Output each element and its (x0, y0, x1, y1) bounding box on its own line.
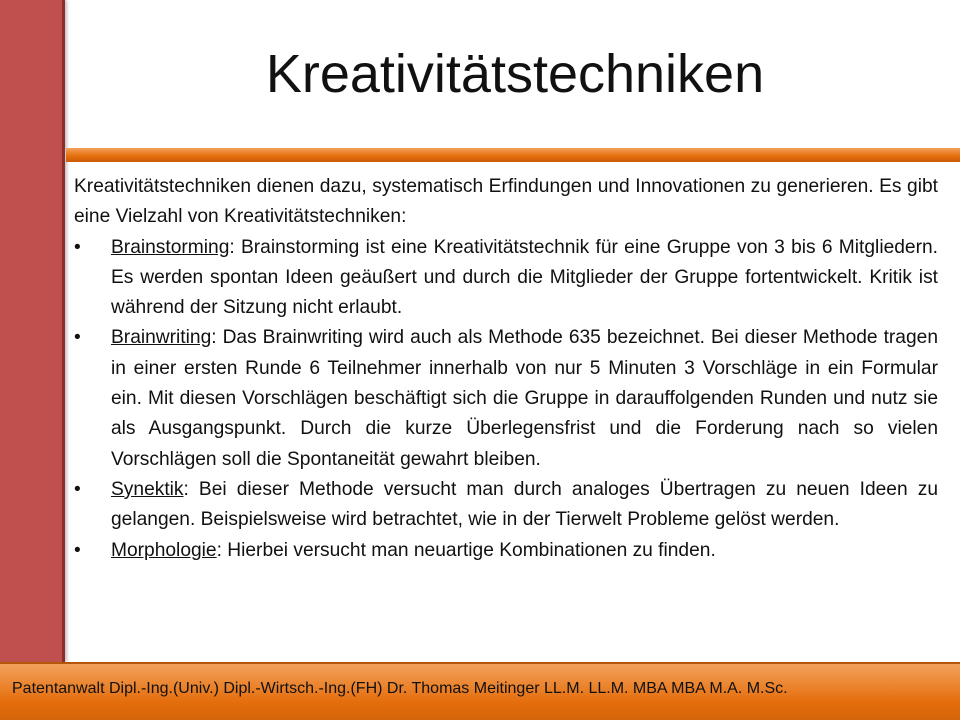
bullet-icon: • (74, 478, 81, 500)
term-brainwriting: Brainwriting (111, 327, 212, 349)
footer-text: Patentanwalt Dipl.-Ing.(Univ.) Dipl.-Wirtsch.-Ing.(FH) Dr. Thomas Meitinger LL.M. LL.M. MBA MBA M.A. M.Sc. (12, 680, 788, 697)
description-brainwriting: : Das Brainwriting wird auch als Methode 635 bezeichnet. Bei dieser Methode tragen in einer ersten Runde 6 Teilnehmer innerhalb von nur 5 Minuten 3 Vorschläge in ein Formular ein. Mit diesen Vorschlägen beschäftigt sich die Gruppe in darauffolgenden Runden und nutz sie als Ausgangspunkt. Durch die kurze Überlegensfrist und die Forderung nach so vielen Vorschlägen soll die Spontaneität gewahrt bleiben. (111, 327, 938, 470)
footer-bar (0, 662, 960, 720)
bullet-icon: • (74, 539, 81, 561)
description-synektik: : Bei dieser Methode versucht man durch analoges Übertragen zu neuen Ideen zu gelangen. Beispielsweise wird betrachtet, wie in der Tierwelt Probleme gelöst werden. (111, 478, 938, 531)
intro-text: Kreativitätstechniken dienen dazu, systematisch Erfindungen und Innovationen zu generieren. Es gibt eine Vielzahl von Kreativitätstechniken: (74, 176, 938, 228)
bullet-icon: • (74, 236, 81, 258)
term-morphologie: Morphologie (111, 539, 217, 561)
bullet-icon: • (74, 327, 81, 349)
description-morphologie: : Hierbei versucht man neuartige Kombinationen zu finden. (216, 539, 716, 561)
list-item-synektik (74, 475, 938, 536)
slide-title: Kreativitätstechniken (265, 44, 765, 104)
list-item-brainwriting (74, 323, 938, 474)
slide-body (74, 172, 938, 566)
list-item-brainstorming (74, 233, 938, 324)
left-accent-bar (0, 0, 65, 662)
term-brainstorming: Brainstorming (111, 236, 230, 258)
description-brainstorming: : Brainstorming ist eine Kreativitätstechnik für eine Gruppe von 3 bis 6 Mitgliedern. Es werden spontan Ideen geäußert und durch die Mitglieder der Gruppe fortentwickelt. Kritik ist während der Sitzung nicht erlaubt. (111, 236, 938, 319)
title-divider (66, 148, 960, 162)
list-item-morphologie (74, 536, 938, 566)
technique-list (74, 233, 938, 566)
term-synektik: Synektik (111, 478, 184, 500)
